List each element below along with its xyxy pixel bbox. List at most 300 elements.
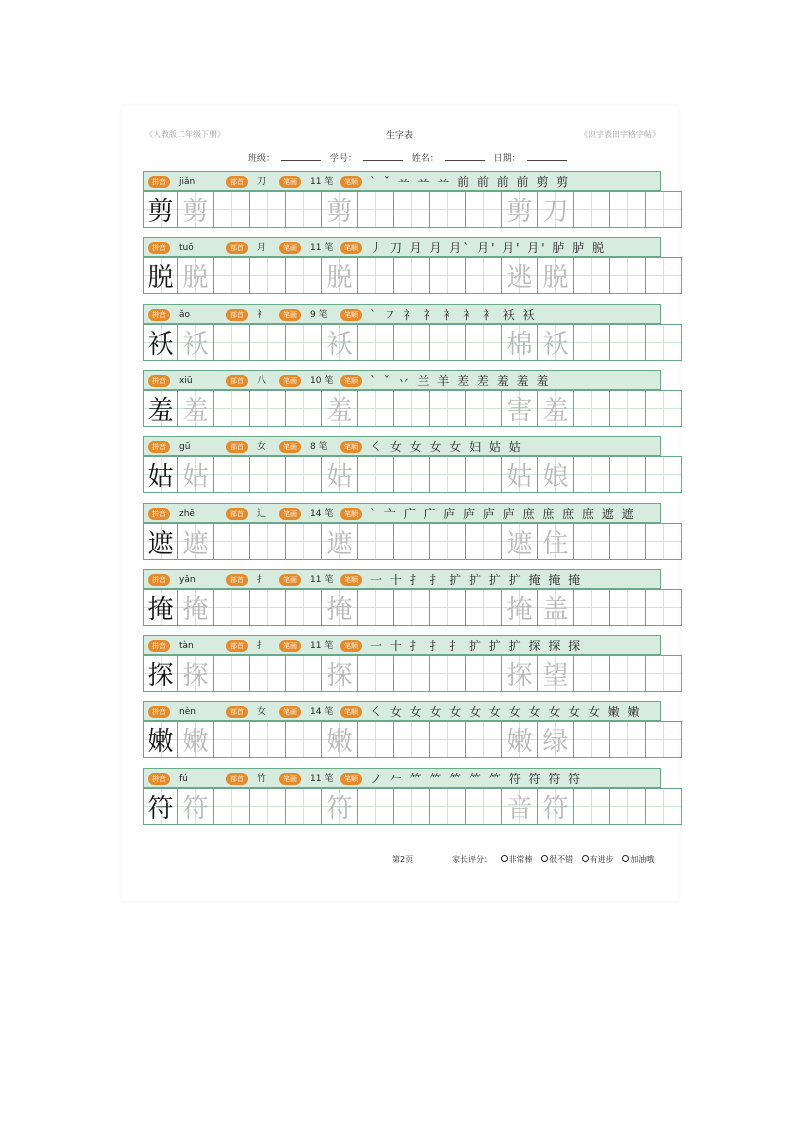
practice-cell[interactable]: [286, 721, 322, 758]
practice-cell[interactable]: [538, 589, 574, 626]
practice-cell[interactable]: [286, 788, 322, 825]
practice-cell[interactable]: [466, 324, 502, 361]
word-character: 望: [542, 661, 569, 692]
practice-cell[interactable]: [358, 456, 394, 493]
practice-cell[interactable]: [394, 788, 430, 825]
rating-option[interactable]: [582, 855, 614, 864]
workbook-label: 《识字表田字格字帖》: [580, 130, 660, 139]
word-character: 逃: [506, 263, 533, 294]
pinyin-text: tuō: [179, 243, 194, 254]
word-character: 探: [506, 661, 533, 692]
practice-cell[interactable]: [574, 324, 610, 361]
practice-cell[interactable]: [322, 390, 358, 427]
practice-cell[interactable]: [250, 788, 286, 825]
practice-cell[interactable]: [178, 456, 214, 493]
practice-cell[interactable]: [322, 655, 358, 692]
stroke-count-badge: 笔画: [279, 309, 301, 321]
student-info-row: [248, 151, 573, 164]
stroke-order-badge: 笔顺: [340, 508, 362, 520]
practice-cell[interactable]: [250, 324, 286, 361]
practice-grid: [143, 589, 663, 627]
practice-cell[interactable]: [574, 655, 610, 692]
trace-character: 符: [182, 793, 209, 824]
practice-cell[interactable]: [646, 788, 682, 825]
pinyin-text: gū: [179, 442, 191, 453]
practice-cell[interactable]: [143, 257, 178, 294]
radical-text: 衤: [257, 309, 267, 320]
trace-character: 姑: [326, 462, 353, 493]
stroke-count-text: 11 笔: [310, 773, 334, 784]
radio-circle-icon: [501, 855, 508, 862]
model-character: 剪: [147, 197, 174, 227]
character-entry: [143, 237, 663, 297]
practice-cell[interactable]: [502, 721, 538, 758]
practice-cell[interactable]: [502, 390, 538, 427]
radical-badge: 部首: [226, 441, 248, 453]
pinyin-badge: 拼音: [148, 508, 170, 520]
practice-cell[interactable]: [538, 191, 574, 228]
character-entry: [143, 569, 663, 629]
stroke-order-sequence: ` 亠 广 广 庐 庐 庐 庐 庶 庶 庶 庶 遮 遮: [370, 506, 636, 521]
entry-info-bar: [143, 569, 661, 589]
practice-cell[interactable]: [502, 257, 538, 294]
practice-cell[interactable]: [358, 721, 394, 758]
practice-cell[interactable]: [178, 788, 214, 825]
model-character: 袄: [147, 329, 174, 360]
practice-cell[interactable]: [178, 257, 214, 294]
name-label: 姓名：: [411, 154, 439, 164]
practice-cell[interactable]: [574, 788, 610, 825]
entry-info-bar: [143, 237, 661, 257]
practice-cell[interactable]: [502, 191, 538, 228]
practice-cell[interactable]: [178, 655, 214, 692]
practice-cell[interactable]: [178, 589, 214, 626]
stroke-order-sequence: ㇛ 女 女 女 女 妇 姑 姑: [370, 440, 523, 455]
trace-character: 剪: [182, 197, 209, 227]
practice-cell[interactable]: [394, 456, 430, 493]
word-character: 棉: [506, 329, 533, 360]
stroke-order-badge: 笔顺: [340, 242, 362, 254]
practice-cell[interactable]: [430, 191, 466, 228]
radical-badge: 部首: [226, 706, 248, 718]
practice-grid: [143, 523, 663, 561]
practice-cell[interactable]: [178, 191, 214, 228]
practice-cell[interactable]: [466, 589, 502, 626]
practice-cell[interactable]: [358, 589, 394, 626]
entry-info-bar: [143, 701, 661, 721]
practice-cell[interactable]: [394, 390, 430, 427]
practice-cell[interactable]: [466, 523, 502, 560]
practice-cell[interactable]: [502, 589, 538, 626]
pinyin-badge: 拼音: [148, 773, 170, 785]
stroke-count-badge: 笔画: [279, 508, 301, 520]
practice-cell[interactable]: [538, 390, 574, 427]
practice-cell[interactable]: [646, 324, 682, 361]
practice-cell[interactable]: [574, 589, 610, 626]
practice-cell[interactable]: [574, 721, 610, 758]
radical-text: 辶: [257, 508, 267, 519]
practice-cell[interactable]: [430, 655, 466, 692]
practice-cell[interactable]: [430, 390, 466, 427]
practice-cell[interactable]: [322, 523, 358, 560]
stroke-order-badge: 笔顺: [340, 375, 362, 387]
practice-cell[interactable]: [250, 191, 286, 228]
practice-cell[interactable]: [214, 191, 250, 228]
stroke-order-sequence: ` ㇇ 礻 礻 衤 衤 衤 袄 袄: [370, 307, 537, 322]
name-blank[interactable]: [445, 152, 485, 161]
trace-character: 嫩: [326, 727, 353, 758]
practice-cell[interactable]: [538, 523, 574, 560]
character-entry: [143, 171, 663, 231]
entry-info-bar: [143, 436, 661, 456]
pinyin-badge: 拼音: [148, 574, 170, 586]
pinyin-text: zhē: [179, 508, 195, 519]
practice-cell[interactable]: [574, 257, 610, 294]
stroke-order-sequence: 丿 刀 月 月 月` 月' 月' 月' 胪 胪 脱: [370, 241, 607, 256]
practice-cell[interactable]: [646, 589, 682, 626]
practice-cell[interactable]: [214, 589, 250, 626]
radical-badge: 部首: [226, 640, 248, 652]
evaluation-label: 家长评分：: [452, 855, 492, 864]
model-character: 嫩: [147, 727, 174, 758]
practice-cell[interactable]: [250, 456, 286, 493]
model-character: 掩: [147, 594, 174, 625]
practice-cell[interactable]: [538, 788, 574, 825]
model-character: 羞: [147, 395, 174, 426]
practice-cell[interactable]: [430, 721, 466, 758]
practice-cell[interactable]: [286, 324, 322, 361]
character-entry: [143, 701, 663, 761]
practice-cell[interactable]: [646, 655, 682, 692]
practice-cell[interactable]: [610, 324, 646, 361]
practice-cell[interactable]: [646, 523, 682, 560]
practice-cell[interactable]: [646, 721, 682, 758]
practice-cell[interactable]: [143, 721, 178, 758]
practice-cell[interactable]: [286, 257, 322, 294]
word-character: 害: [506, 395, 533, 426]
practice-cell[interactable]: [646, 456, 682, 493]
number-label: 学号：: [329, 154, 357, 164]
practice-cell[interactable]: [466, 788, 502, 825]
practice-cell[interactable]: [574, 523, 610, 560]
number-blank[interactable]: [363, 152, 403, 161]
entry-info-bar: [143, 304, 661, 324]
word-character: 掩: [506, 594, 533, 625]
practice-cell[interactable]: [394, 523, 430, 560]
trace-character: 袄: [326, 329, 353, 360]
trace-character: 剪: [326, 197, 353, 227]
practice-cell[interactable]: [250, 523, 286, 560]
stroke-count-text: 14 笔: [310, 508, 334, 519]
stroke-order-badge: 笔顺: [340, 441, 362, 453]
practice-cell[interactable]: [502, 523, 538, 560]
stroke-count-text: 10 笔: [310, 375, 334, 386]
practice-cell[interactable]: [610, 655, 646, 692]
trace-character: 嫩: [182, 727, 209, 758]
practice-cell[interactable]: [394, 257, 430, 294]
pinyin-text: yǎn: [179, 574, 196, 585]
practice-cell[interactable]: [250, 589, 286, 626]
stroke-count-badge: 笔画: [279, 574, 301, 586]
stroke-order-badge: 笔顺: [340, 706, 362, 718]
pinyin-badge: 拼音: [148, 441, 170, 453]
class-blank[interactable]: [281, 152, 321, 161]
practice-cell[interactable]: [358, 655, 394, 692]
radical-badge: 部首: [226, 309, 248, 321]
practice-cell[interactable]: [502, 788, 538, 825]
trace-character: 探: [326, 661, 353, 692]
trace-character: 探: [182, 661, 209, 692]
stroke-count-text: 8 笔: [310, 442, 328, 453]
practice-cell[interactable]: [574, 456, 610, 493]
radical-text: 月: [257, 243, 267, 254]
practice-cell[interactable]: [538, 257, 574, 294]
rating-option-label: 加油哦: [630, 855, 655, 864]
radio-circle-icon: [582, 855, 589, 862]
practice-cell[interactable]: [286, 456, 322, 493]
date-blank[interactable]: [527, 152, 567, 161]
practice-cell[interactable]: [538, 655, 574, 692]
practice-cell[interactable]: [178, 324, 214, 361]
radio-circle-icon: [541, 855, 548, 862]
character-entry: [143, 768, 663, 828]
trace-character: 掩: [326, 594, 353, 625]
rating-option[interactable]: [541, 855, 573, 864]
practice-cell[interactable]: [466, 721, 502, 758]
parent-evaluation: [452, 854, 654, 865]
practice-cell[interactable]: [322, 257, 358, 294]
practice-cell[interactable]: [466, 191, 502, 228]
practice-cell[interactable]: [178, 523, 214, 560]
stroke-count-text: 11 笔: [310, 641, 334, 652]
practice-cell[interactable]: [430, 324, 466, 361]
stroke-order-sequence: ` ˇ 丷 兰 羊 差 差 羞 羞 羞: [370, 373, 551, 388]
practice-cell[interactable]: [143, 324, 178, 361]
practice-cell[interactable]: [430, 788, 466, 825]
practice-cell[interactable]: [143, 655, 178, 692]
radical-badge: 部首: [226, 773, 248, 785]
pinyin-text: xiū: [179, 375, 193, 386]
practice-cell[interactable]: [358, 324, 394, 361]
stroke-count-text: 11 笔: [310, 243, 334, 254]
word-character: 袄: [542, 329, 569, 360]
practice-cell[interactable]: [538, 456, 574, 493]
radical-text: 刀: [257, 177, 267, 187]
practice-cell[interactable]: [646, 257, 682, 294]
practice-grid: [143, 390, 663, 428]
practice-cell[interactable]: [286, 191, 322, 228]
character-entry: [143, 436, 663, 496]
practice-cell[interactable]: [322, 191, 358, 228]
practice-cell[interactable]: [322, 456, 358, 493]
stroke-count-text: 14 笔: [310, 707, 334, 718]
practice-cell[interactable]: [286, 390, 322, 427]
word-character: 脱: [542, 263, 569, 294]
practice-cell[interactable]: [358, 523, 394, 560]
radical-text: 八: [257, 375, 267, 386]
stroke-order-sequence: ノ 𠂉 ⺮ ⺮ ⺮ ⺮ ⺮ 符 符 符 符: [370, 771, 583, 786]
practice-cell[interactable]: [286, 523, 322, 560]
trace-character: 羞: [326, 395, 353, 426]
practice-cell[interactable]: [143, 456, 178, 493]
radical-badge: 部首: [226, 242, 248, 254]
practice-cell[interactable]: [250, 390, 286, 427]
practice-cell[interactable]: [610, 390, 646, 427]
practice-cell[interactable]: [286, 655, 322, 692]
rating-option[interactable]: [501, 855, 533, 864]
word-character: 嫩: [506, 727, 533, 758]
practice-cell[interactable]: [538, 721, 574, 758]
radical-text: 扌: [257, 641, 267, 652]
practice-cell[interactable]: [466, 257, 502, 294]
character-entry: [143, 370, 663, 430]
practice-cell[interactable]: [610, 589, 646, 626]
radical-text: 女: [257, 442, 267, 453]
entry-info-bar: [143, 370, 661, 390]
practice-cell[interactable]: [214, 788, 250, 825]
practice-cell[interactable]: [178, 721, 214, 758]
practice-grid: [143, 721, 663, 759]
radical-text: 竹: [257, 773, 267, 784]
practice-cell[interactable]: [394, 589, 430, 626]
model-character: 姑: [147, 462, 174, 493]
practice-cell[interactable]: [610, 257, 646, 294]
practice-cell[interactable]: [394, 324, 430, 361]
practice-cell[interactable]: [502, 456, 538, 493]
radical-badge: 部首: [226, 508, 248, 520]
practice-grid: [143, 257, 663, 295]
radio-circle-icon: [622, 855, 629, 862]
character-entry: [143, 304, 663, 364]
radical-text: 扌: [257, 574, 267, 585]
practice-grid: [143, 456, 663, 494]
practice-cell[interactable]: [358, 257, 394, 294]
rating-option-label: 有进步: [589, 855, 614, 864]
rating-option-label: 很不错: [549, 855, 574, 864]
practice-cell[interactable]: [143, 523, 178, 560]
page-title: 生字表: [386, 131, 414, 141]
model-character: 脱: [147, 263, 174, 294]
practice-cell[interactable]: [466, 456, 502, 493]
practice-cell[interactable]: [610, 721, 646, 758]
word-character: 刀: [542, 197, 569, 227]
word-character: 羞: [542, 395, 569, 426]
date-label: 日期：: [493, 154, 521, 164]
trace-character: 脱: [182, 263, 209, 294]
practice-cell[interactable]: [394, 655, 430, 692]
practice-cell[interactable]: [214, 721, 250, 758]
stroke-order-sequence: 一 十 扌 扌 扌 扩 扩 扩 探 探 探: [370, 639, 583, 654]
radical-badge: 部首: [226, 176, 248, 188]
word-character: 姑: [506, 462, 533, 493]
practice-cell[interactable]: [610, 456, 646, 493]
rating-option-label: 非常棒: [508, 855, 533, 864]
practice-cell[interactable]: [214, 523, 250, 560]
rating-option[interactable]: [622, 855, 654, 864]
practice-cell[interactable]: [610, 788, 646, 825]
entry-info-bar: [143, 171, 661, 191]
practice-cell[interactable]: [394, 721, 430, 758]
practice-cell[interactable]: [358, 390, 394, 427]
word-character: 音: [506, 793, 533, 824]
practice-cell[interactable]: [502, 655, 538, 692]
trace-character: 遮: [182, 528, 209, 559]
practice-cell[interactable]: [143, 589, 178, 626]
practice-cell[interactable]: [178, 390, 214, 427]
word-character: 住: [542, 528, 569, 559]
practice-cell[interactable]: [358, 191, 394, 228]
pinyin-text: jiǎn: [179, 177, 196, 187]
practice-cell[interactable]: [358, 788, 394, 825]
practice-cell[interactable]: [430, 523, 466, 560]
practice-cell[interactable]: [322, 589, 358, 626]
practice-cell[interactable]: [646, 191, 682, 228]
pinyin-badge: 拼音: [148, 640, 170, 652]
pinyin-badge: 拼音: [148, 706, 170, 718]
stroke-order-badge: 笔顺: [340, 574, 362, 586]
stroke-count-badge: 笔画: [279, 706, 301, 718]
practice-cell[interactable]: [250, 721, 286, 758]
practice-cell[interactable]: [574, 191, 610, 228]
practice-cell[interactable]: [502, 324, 538, 361]
practice-cell[interactable]: [214, 324, 250, 361]
practice-cell[interactable]: [214, 655, 250, 692]
textbook-label: 《人教版二年级下册》: [145, 130, 225, 139]
character-entry: [143, 503, 663, 563]
practice-cell[interactable]: [610, 191, 646, 228]
stroke-order-sequence: 一 十 扌 扌 扩 扩 扩 扩 掩 掩 掩: [370, 572, 583, 587]
trace-character: 掩: [182, 594, 209, 625]
practice-cell[interactable]: [574, 390, 610, 427]
stroke-count-text: 11 笔: [310, 574, 334, 585]
word-character: 遮: [506, 528, 533, 559]
practice-cell[interactable]: [466, 390, 502, 427]
stroke-count-badge: 笔画: [279, 375, 301, 387]
trace-character: 符: [326, 793, 353, 824]
stroke-count-text: 9 笔: [310, 309, 328, 320]
stroke-count-badge: 笔画: [279, 176, 301, 188]
practice-cell[interactable]: [143, 191, 178, 228]
practice-cell[interactable]: [430, 257, 466, 294]
entry-info-bar: [143, 503, 661, 523]
practice-cell[interactable]: [250, 257, 286, 294]
radical-badge: 部首: [226, 574, 248, 586]
practice-cell[interactable]: [646, 390, 682, 427]
practice-cell[interactable]: [214, 257, 250, 294]
practice-cell[interactable]: [538, 324, 574, 361]
practice-cell[interactable]: [610, 523, 646, 560]
word-character: 盖: [542, 594, 569, 625]
model-character: 符: [147, 793, 174, 824]
practice-cell[interactable]: [430, 456, 466, 493]
practice-cell[interactable]: [214, 456, 250, 493]
practice-cell[interactable]: [430, 589, 466, 626]
practice-cell[interactable]: [322, 324, 358, 361]
practice-cell[interactable]: [250, 655, 286, 692]
practice-cell[interactable]: [322, 721, 358, 758]
practice-cell[interactable]: [286, 589, 322, 626]
stroke-count-text: 11 笔: [310, 177, 334, 187]
pinyin-badge: 拼音: [148, 242, 170, 254]
practice-cell[interactable]: [394, 191, 430, 228]
practice-cell[interactable]: [143, 788, 178, 825]
stroke-order-sequence: ㇛ 女 女 女 女 女 女 女 女 女 女 女 嫩 嫩: [370, 705, 642, 720]
practice-cell[interactable]: [143, 390, 178, 427]
pinyin-badge: 拼音: [148, 176, 170, 188]
practice-cell[interactable]: [214, 390, 250, 427]
practice-cell[interactable]: [322, 788, 358, 825]
practice-cell[interactable]: [466, 655, 502, 692]
